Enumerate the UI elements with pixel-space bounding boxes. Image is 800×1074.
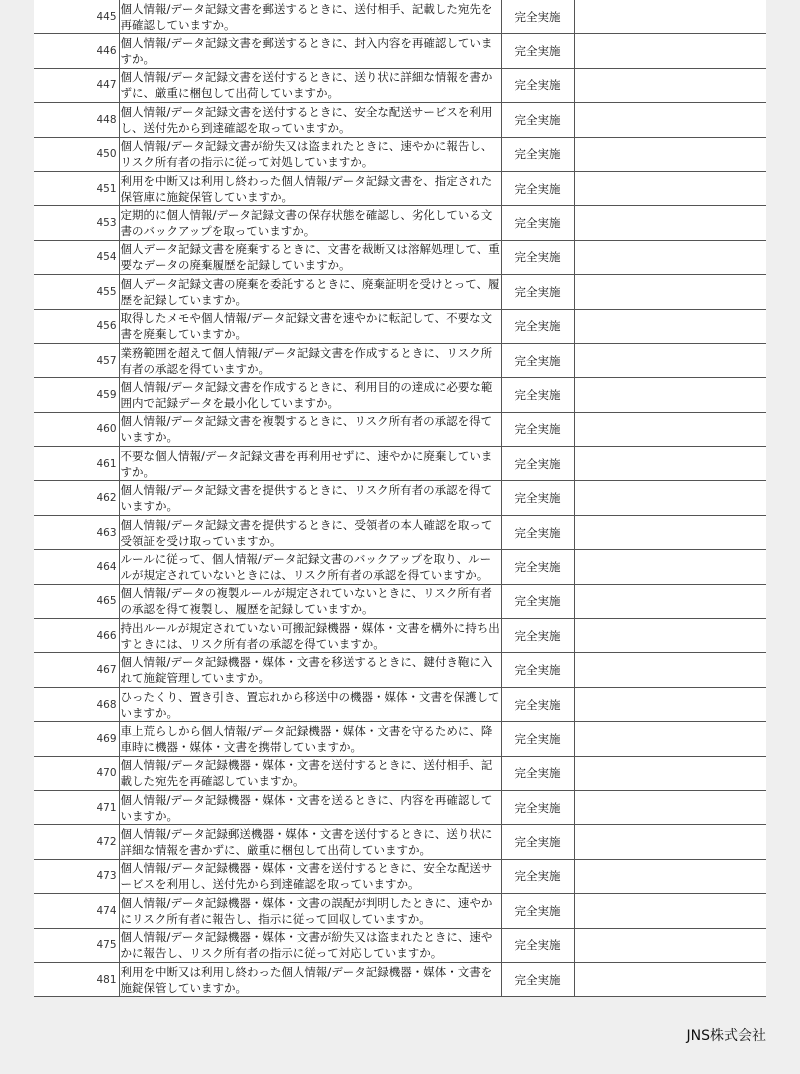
status-cell[interactable]: 完全実施 (501, 137, 574, 171)
notes-cell[interactable] (574, 206, 766, 240)
item-number: 462 (34, 481, 119, 515)
item-number: 474 (34, 894, 119, 928)
checklist-question: 車上荒らしから個人情報/データ記録機器・媒体・文書を守るために、降車時に機器・媒体・文書を携帯していますか。 (119, 722, 501, 756)
table-row (34, 275, 766, 309)
notes-cell[interactable] (574, 34, 766, 68)
checklist-question: 利用を中断又は利用し終わった個人情報/データ記録文書を、指定された保管庫に施錠保管していますか。 (119, 171, 501, 205)
status-cell[interactable]: 完全実施 (501, 171, 574, 205)
table-row (34, 206, 766, 240)
status-cell[interactable]: 完全実施 (501, 584, 574, 618)
item-number: 473 (34, 859, 119, 893)
item-number: 472 (34, 825, 119, 859)
status-cell[interactable]: 完全実施 (501, 653, 574, 687)
status-cell[interactable]: 完全実施 (501, 447, 574, 481)
table-row (34, 619, 766, 653)
table-row (34, 928, 766, 962)
table-row (34, 309, 766, 343)
table-row (34, 378, 766, 412)
table-row (34, 343, 766, 377)
status-cell[interactable]: 完全実施 (501, 825, 574, 859)
checklist-question: 個人情報/データ記録機器・媒体・文書の誤配が判明したときに、速やかにリスク所有者に報告し、指示に従って回収していますか。 (119, 894, 501, 928)
table-row (34, 584, 766, 618)
item-number: 471 (34, 790, 119, 824)
checklist-question: 個人情報/データ記録機器・媒体・文書を移送するときに、鍵付き鞄に入れて施錠管理していますか。 (119, 653, 501, 687)
notes-cell[interactable] (574, 171, 766, 205)
table-row (34, 687, 766, 721)
notes-cell[interactable] (574, 447, 766, 481)
status-cell[interactable]: 完全実施 (501, 481, 574, 515)
table-row (34, 722, 766, 756)
item-number: 461 (34, 447, 119, 481)
notes-cell[interactable] (574, 0, 766, 34)
status-cell[interactable]: 完全実施 (501, 550, 574, 584)
table-row (34, 0, 766, 34)
status-cell[interactable]: 完全実施 (501, 34, 574, 68)
notes-cell[interactable] (574, 412, 766, 446)
company-footer: JNS株式会社 (686, 1028, 766, 1044)
item-number: 470 (34, 756, 119, 790)
checklist-question: 個人情報/データ記録文書を提供するときに、リスク所有者の承認を得ていますか。 (119, 481, 501, 515)
notes-cell[interactable] (574, 515, 766, 549)
notes-cell[interactable] (574, 825, 766, 859)
notes-cell[interactable] (574, 894, 766, 928)
checklist-question: 持出ルールが規定されていない可搬記録機器・媒体・文書を構外に持ち出すときには、リスク所有者の承認を得ていますか。 (119, 619, 501, 653)
status-cell[interactable]: 完全実施 (501, 894, 574, 928)
checklist-question: 個人情報/データ記録文書を郵送するときに、送付相手、記載した宛先を再確認していますか。 (119, 0, 501, 34)
checklist-question: 定期的に個人情報/データ記録文書の保存状態を確認し、劣化している文書のバックアップを取っていますか。 (119, 206, 501, 240)
status-cell[interactable]: 完全実施 (501, 687, 574, 721)
item-number: 468 (34, 687, 119, 721)
item-number: 454 (34, 240, 119, 274)
checklist-question: 個人情報/データの複製ルールが規定されていないときに、リスク所有者の承認を得て複製し、履歴を記録していますか。 (119, 584, 501, 618)
item-number: 469 (34, 722, 119, 756)
item-number: 481 (34, 962, 119, 996)
item-number: 463 (34, 515, 119, 549)
checklist-question: 個人情報/データ記録機器・媒体・文書が紛失又は盗まれたときに、速やかに報告し、リスク所有者の指示に従って対応していますか。 (119, 928, 501, 962)
item-number: 456 (34, 309, 119, 343)
table-row (34, 515, 766, 549)
status-cell[interactable]: 完全実施 (501, 0, 574, 34)
status-cell[interactable]: 完全実施 (501, 515, 574, 549)
table-row (34, 756, 766, 790)
status-cell[interactable]: 完全実施 (501, 619, 574, 653)
item-number: 459 (34, 378, 119, 412)
notes-cell[interactable] (574, 962, 766, 996)
checklist-question: 個人情報/データ記録文書が紛失又は盗まれたときに、速やかに報告し、リスク所有者の指示に従って対処していますか。 (119, 137, 501, 171)
table-row (34, 103, 766, 137)
status-cell[interactable]: 完全実施 (501, 756, 574, 790)
checklist-question: 個人情報/データ記録文書を送付するときに、安全な配送サービスを利用し、送付先から到達確認を取っていますか。 (119, 103, 501, 137)
checklist-question: 個人情報/データ記録郵送機器・媒体・文書を送付するときに、送り状に詳細な情報を書かずに、厳重に梱包して出荷していますか。 (119, 825, 501, 859)
checklist-question: ひったくり、置き引き、置忘れから移送中の機器・媒体・文書を保護していますか。 (119, 687, 501, 721)
status-cell[interactable]: 完全実施 (501, 275, 574, 309)
item-number: 475 (34, 928, 119, 962)
item-number: 460 (34, 412, 119, 446)
notes-cell[interactable] (574, 619, 766, 653)
table-row (34, 653, 766, 687)
notes-cell[interactable] (574, 137, 766, 171)
status-cell[interactable]: 完全実施 (501, 103, 574, 137)
status-cell[interactable]: 完全実施 (501, 962, 574, 996)
table-row (34, 550, 766, 584)
checklist-body (34, 0, 766, 997)
notes-cell[interactable] (574, 481, 766, 515)
notes-cell[interactable] (574, 928, 766, 962)
checklist-question: 個人情報/データ記録機器・媒体・文書を送付するときに、安全な配送サービスを利用し、送付先から到達確認を取っていますか。 (119, 859, 501, 893)
checklist-question: 個人データ記録文書の廃棄を委託するときに、廃棄証明を受けとって、履歴を記録していますか。 (119, 275, 501, 309)
item-number: 448 (34, 103, 119, 137)
status-cell[interactable]: 完全実施 (501, 859, 574, 893)
checklist-question: ルールに従って、個人情報/データ記録文書のバックアップを取り、ルールが規定されていないときには、リスク所有者の承認を得ていますか。 (119, 550, 501, 584)
table-row (34, 34, 766, 68)
notes-cell[interactable] (574, 687, 766, 721)
table-row (34, 859, 766, 893)
checklist-question: 個人データ記録文書を廃棄するときに、文書を裁断又は溶解処理して、重要なデータの廃棄履歴を記録していますか。 (119, 240, 501, 274)
table-row (34, 137, 766, 171)
status-cell[interactable]: 完全実施 (501, 790, 574, 824)
notes-cell[interactable] (574, 309, 766, 343)
table-row (34, 412, 766, 446)
item-number: 447 (34, 68, 119, 102)
notes-cell[interactable] (574, 584, 766, 618)
checklist-question: 利用を中断又は利用し終わった個人情報/データ記録機器・媒体・文書を施錠保管していますか。 (119, 962, 501, 996)
notes-cell[interactable] (574, 343, 766, 377)
checklist-question: 個人情報/データ記録文書を複製するときに、リスク所有者の承認を得ていますか。 (119, 412, 501, 446)
item-number: 445 (34, 0, 119, 34)
item-number: 457 (34, 343, 119, 377)
checklist-question: 個人情報/データ記録文書を提供するときに、受領者の本人確認を取って受領証を受け取っていますか。 (119, 515, 501, 549)
notes-cell[interactable] (574, 103, 766, 137)
table-row (34, 894, 766, 928)
notes-cell[interactable] (574, 653, 766, 687)
status-cell[interactable]: 完全実施 (501, 309, 574, 343)
status-cell[interactable]: 完全実施 (501, 928, 574, 962)
item-number: 466 (34, 619, 119, 653)
status-cell[interactable]: 完全実施 (501, 378, 574, 412)
checklist-question: 個人情報/データ記録文書を送付するときに、送り状に詳細な情報を書かずに、厳重に梱包して出荷していますか。 (119, 68, 501, 102)
table-row (34, 171, 766, 205)
item-number: 455 (34, 275, 119, 309)
table-row (34, 481, 766, 515)
notes-cell[interactable] (574, 859, 766, 893)
notes-cell[interactable] (574, 550, 766, 584)
status-cell[interactable]: 完全実施 (501, 412, 574, 446)
table-row (34, 825, 766, 859)
notes-cell[interactable] (574, 378, 766, 412)
table-row (34, 68, 766, 102)
checklist-sheet (34, 0, 766, 997)
status-cell[interactable]: 完全実施 (501, 206, 574, 240)
notes-cell[interactable] (574, 790, 766, 824)
checklist-question: 不要な個人情報/データ記録文書を再利用せずに、速やかに廃棄していますか。 (119, 447, 501, 481)
checklist-table (34, 0, 766, 997)
item-number: 451 (34, 171, 119, 205)
item-number: 450 (34, 137, 119, 171)
table-row (34, 240, 766, 274)
checklist-question: 業務範囲を超えて個人情報/データ記録文書を作成するときに、リスク所有者の承認を得ていますか。 (119, 343, 501, 377)
item-number: 465 (34, 584, 119, 618)
status-cell[interactable]: 完全実施 (501, 722, 574, 756)
notes-cell[interactable] (574, 275, 766, 309)
status-cell[interactable]: 完全実施 (501, 240, 574, 274)
checklist-question: 個人情報/データ記録機器・媒体・文書を送るときに、内容を再確認していますか。 (119, 790, 501, 824)
checklist-question: 個人情報/データ記録文書を作成するときに、利用目的の達成に必要な範囲内で記録データを最小化していますか。 (119, 378, 501, 412)
item-number: 453 (34, 206, 119, 240)
notes-cell[interactable] (574, 68, 766, 102)
notes-cell[interactable] (574, 756, 766, 790)
notes-cell[interactable] (574, 722, 766, 756)
status-cell[interactable]: 完全実施 (501, 343, 574, 377)
item-number: 446 (34, 34, 119, 68)
notes-cell[interactable] (574, 240, 766, 274)
checklist-question: 個人情報/データ記録文書を郵送するときに、封入内容を再確認していますか。 (119, 34, 501, 68)
item-number: 467 (34, 653, 119, 687)
status-cell[interactable]: 完全実施 (501, 68, 574, 102)
item-number: 464 (34, 550, 119, 584)
table-row (34, 447, 766, 481)
table-row (34, 962, 766, 996)
checklist-question: 取得したメモや個人情報/データ記録文書を速やかに転記して、不要な文書を廃棄していますか。 (119, 309, 501, 343)
table-row (34, 790, 766, 824)
checklist-question: 個人情報/データ記録機器・媒体・文書を送付するときに、送付相手、記載した宛先を再確認していますか。 (119, 756, 501, 790)
